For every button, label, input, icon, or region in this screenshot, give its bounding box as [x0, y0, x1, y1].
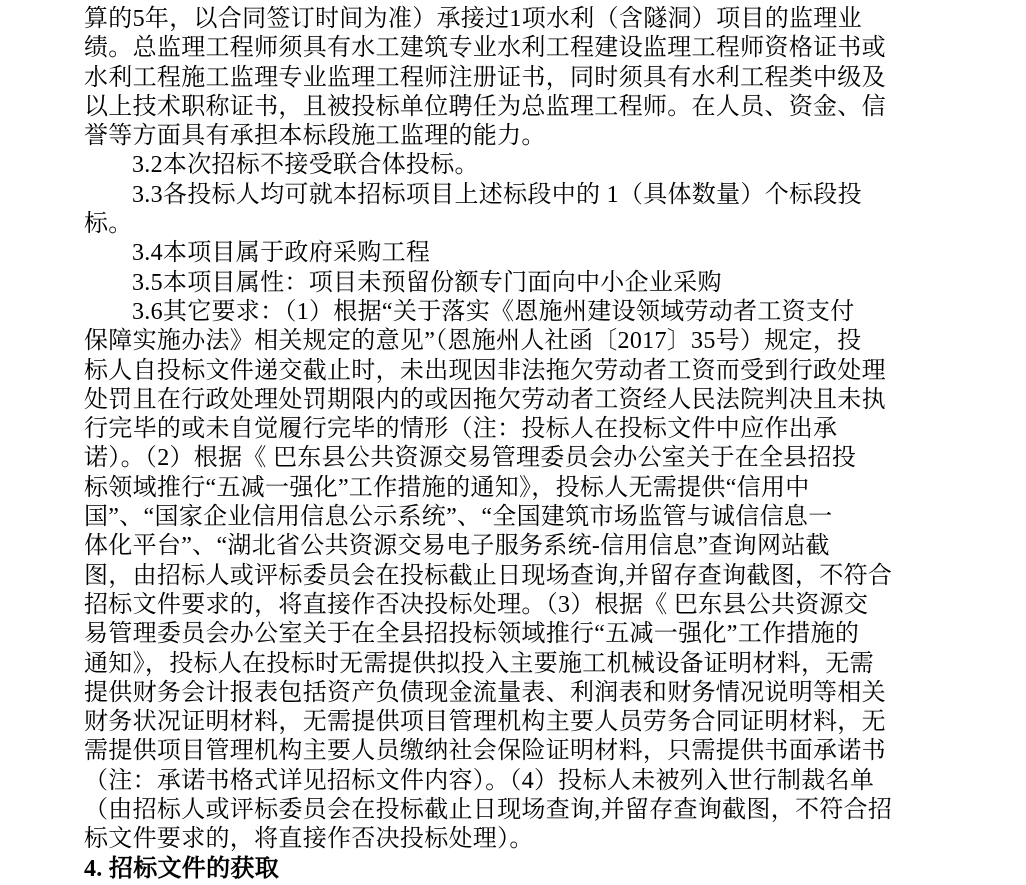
text-line: 3.2本次招标不接受联合体投标。 [132, 152, 479, 179]
text-line: 标文件要求的，将直接作否决投标处理）。 [84, 826, 534, 853]
text-line: 提供财务会计报表包括资产负债现金流量表、利润表和财务情况说明等相关 [84, 679, 886, 706]
text-line: 招标文件要求的，将直接作否决投标处理。（3）根据《 巴东县公共资源交 [84, 591, 869, 618]
text-line: 易管理委员会办公室关于在全县招投标领域推行“五减一强化”工作措施的 [84, 621, 860, 648]
text-line: 诺）。（2）根据《 巴东县公共资源交易管理委员会办公室关于在全县招投 [84, 445, 857, 472]
text-line: 标人自投标文件递交截止时，未出现因非法拖欠劳动者工资而受到行政处理 [84, 357, 886, 384]
section-heading: 4. 招标文件的获取 [84, 855, 279, 882]
text-line: 处罚且在行政处理处罚期限内的或因拖欠劳动者工资经人民法院判决且未执 [84, 386, 886, 413]
text-line: 绩。总监理工程师须具有水工建筑专业水利工程建设监理工程师资格证书或 [84, 35, 886, 62]
text-line: 需提供项目管理机构主要人员缴纳社会保险证明材料，只需提供书面承诺书 [84, 738, 886, 765]
text-line: （注：承诺书格式详见招标文件内容）。（4）投标人未被列入世行制裁名单 [84, 767, 875, 794]
text-line: 标领域推行“五减一强化”工作措施的通知》，投标人无需提供“信用中 [84, 474, 810, 501]
text-line: 以上技术职称证书，且被投标单位聘任为总监理工程师。在人员、资金、信 [84, 93, 886, 120]
text-line: 图，由招标人或评标委员会在投标截止日现场查询,并留存查询截图，不符合 [84, 562, 893, 589]
text-line: 通知》，投标人在投标时无需提供拟投入主要施工机械设备证明材料，无需 [84, 650, 874, 677]
text-line: 保障实施办法》相关规定的意见”（恩施州人社函〔2017〕35号）规定，投 [84, 328, 862, 355]
text-line: 3.6其它要求：（1）根据“关于落实《恩施州建设领域劳动者工资支付 [132, 298, 855, 325]
text-line: 国”、“国家企业信用信息公示系统”、“全国建筑市场监管与诚信信息一 [84, 504, 833, 531]
text-line: 水利工程施工监理专业监理工程师注册证书，同时须具有水利工程类中级及 [84, 64, 886, 91]
text-line: 体化平台”、“湖北省公共资源交易电子服务系统-信用信息”查询网站截 [84, 533, 830, 560]
text-line: 行完毕的或未自觉履行完毕的情形（注：投标人在投标文件中应作出承 [84, 416, 838, 443]
text-line: 算的5年，以合同签订时间为准）承接过1项水利（含隧洞）项目的监理业 [84, 6, 862, 32]
text-line: 标。 [84, 211, 133, 238]
text-line: 誉等方面具有承担本标段施工监理的能力。 [84, 123, 546, 150]
text-line: 3.5本项目属性：项目未预留份额专门面向中小企业采购 [132, 269, 722, 296]
text-line: 财务状况证明材料，无需提供项目管理机构主要人员劳务合同证明材料，无 [84, 709, 886, 736]
text-line: 3.4本项目属于政府采购工程 [132, 240, 431, 267]
text-line: （由招标人或评标委员会在投标截止日现场查询,并留存查询截图，不符合招 [84, 797, 893, 824]
text-line: 3.3各投标人均可就本招标项目上述标段中的 1（具体数量）个标段投 [132, 181, 862, 208]
